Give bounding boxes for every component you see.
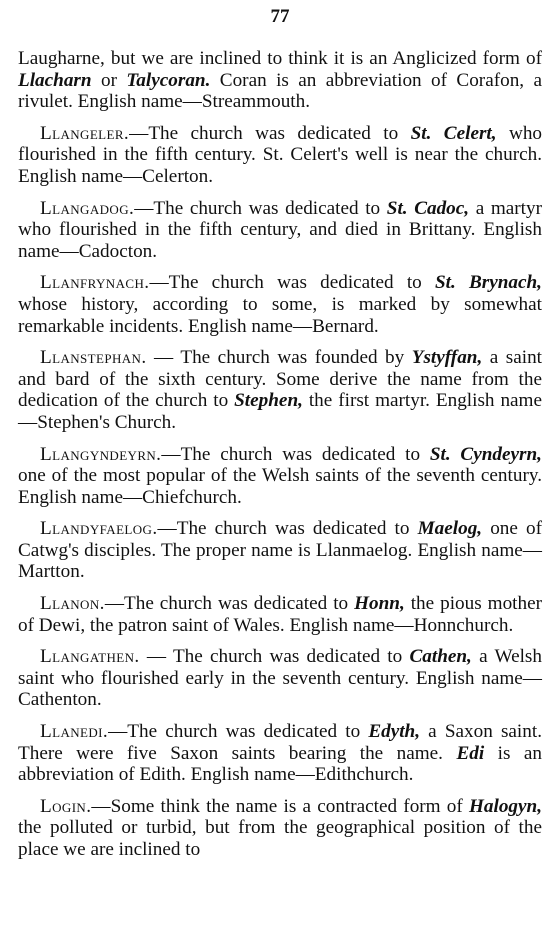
- page-number: 77: [270, 6, 290, 27]
- entry-text: who flourished in the fifth century. St. Celert's well is near the church. English name—Celerton.: [18, 122, 543, 187]
- entry-heading: Llangathen.: [40, 646, 140, 668]
- entry-text: whose history, according to some, is marked by somewhat remarkable incidents. English name—Bernard.: [18, 293, 542, 337]
- entry-text: the polluted or turbid, but from the geographical position of the place we are inclined to: [18, 817, 542, 860]
- entry-text: —The church was dedicated to: [134, 197, 387, 219]
- place-name-entry: [18, 796, 542, 861]
- entry-heading: Llanedi.: [40, 721, 109, 743]
- italic-term: Edyth,: [368, 721, 421, 743]
- entry-heading: Llangyndeyrn.: [40, 443, 162, 465]
- entry-text: —The church was dedicated to: [108, 721, 369, 743]
- place-name-entry: [18, 518, 542, 583]
- italic-term: Ystyffan,: [411, 347, 483, 369]
- entry-text: a saint and bard of the sixth century. Some derive the name from the dedication of the church to: [18, 347, 542, 412]
- entry-text: —The church was dedicated to: [161, 443, 430, 465]
- entry-text: —The church was dedicated to: [104, 593, 355, 615]
- entry-text: —The church was dedicated to: [157, 518, 418, 540]
- entry-heading: Llanfrynach.: [40, 272, 150, 294]
- italic-term: St. Cadoc,: [386, 197, 470, 219]
- body-text: [18, 48, 542, 861]
- entry-text: is an abbreviation of Edith. English name—Edithchurch.: [18, 742, 542, 786]
- entry-text: the pious mother of Dewi, the patron saint of Wales. English name—Honnchurch.: [18, 593, 542, 636]
- italic-term: Talycoran.: [126, 69, 211, 91]
- italic-term: St. Brynach,: [434, 272, 542, 294]
- italic-term: Cathen,: [409, 646, 472, 668]
- place-name-entry: [18, 593, 542, 636]
- place-name-entry: [18, 444, 542, 509]
- entry-text: Laugharne, but we are inclined to think it is an Anglicized form of: [18, 48, 542, 69]
- entry-heading: Llanon.: [40, 593, 105, 615]
- entry-text: —Some think the name is a contracted form of: [91, 795, 469, 817]
- italic-term: Maelog,: [417, 518, 483, 540]
- entry-text: one of Catwg's disciples. The proper name is Llanmaelog. English name—Martton.: [18, 518, 543, 583]
- place-name-entry: [18, 198, 542, 263]
- entry-text: —The church was dedicated to: [149, 272, 435, 294]
- entry-text: a martyr who flourished in the fifth century, and died in Brittany. English name—Cadocton.: [18, 197, 542, 262]
- entry-heading: Llangeler.: [40, 122, 130, 144]
- place-name-entry: [18, 347, 542, 433]
- place-name-entry: [18, 123, 542, 188]
- continued-paragraph: [18, 48, 542, 113]
- entry-text: one of the most popular of the Welsh saints of the seventh century. English name—Chiefchurch.: [18, 465, 542, 508]
- italic-term: Edi: [456, 742, 485, 764]
- entry-text: a Saxon saint. There were five Saxon saints bearing the name.: [18, 721, 542, 764]
- entry-text: — The church was dedicated to: [139, 646, 410, 668]
- place-name-entry: [18, 721, 542, 786]
- italic-term: Halogyn,: [468, 795, 542, 817]
- italic-term: Stephen,: [234, 390, 303, 412]
- place-name-entry: [18, 646, 542, 711]
- entry-heading: Login.: [40, 795, 92, 817]
- entry-text: — The church was founded by: [146, 347, 412, 369]
- entry-text: —The church was dedicated to: [129, 122, 411, 144]
- entry-heading: Llanstephan.: [40, 347, 147, 369]
- entry-text: Coran is an abbreviation of Corafon, a rivulet. English name—Streammouth.: [18, 69, 542, 113]
- italic-term: St. Celert,: [410, 122, 497, 144]
- entry-text: or: [91, 69, 127, 91]
- place-name-entry: [18, 272, 542, 337]
- entry-heading: Llangadog.: [40, 197, 135, 219]
- italic-term: Honn,: [354, 593, 405, 615]
- entry-text: a Welsh saint who flourished early in the seventh century. English name—Cathenton.: [18, 646, 542, 711]
- italic-term: Llacharn: [18, 69, 92, 91]
- italic-term: St. Cyndeyrn,: [429, 443, 542, 465]
- entry-heading: Llandyfaelog.: [40, 518, 158, 540]
- entry-text: the first martyr. English name—Stephen's Church.: [18, 390, 542, 433]
